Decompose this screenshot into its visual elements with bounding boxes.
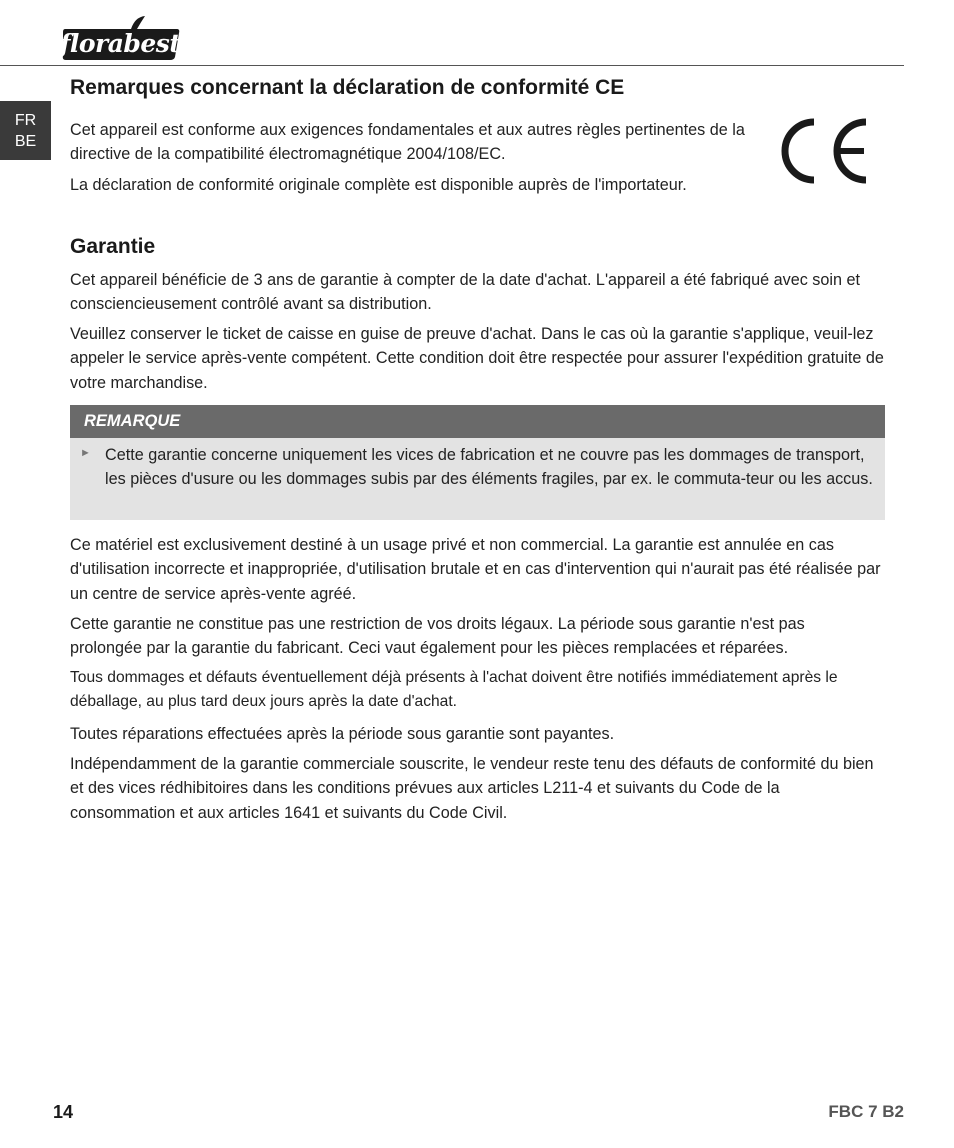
ce-mark-icon	[778, 118, 868, 184]
ce-section-title: Remarques concernant la déclaration de conformité CE	[70, 76, 625, 99]
logo-text: florabest	[59, 28, 181, 58]
ce-paragraph-2: La déclaration de conformité originale complète est disponible auprès de l'importateur.	[70, 176, 687, 194]
garantie-section-title: Garantie	[70, 235, 156, 258]
triangle-bullet-icon: ►	[80, 447, 91, 459]
language-code-fr: FR	[14, 111, 37, 129]
model-number: FBC 7 B2	[828, 1102, 904, 1121]
language-tab	[0, 101, 51, 160]
garantie-paragraph-1: Cet appareil bénéficie de 3 ans de garantie à compter de la date d'achat. L'appareil a été fabriqué avec soin et consciencieusement contrôlé avant sa distribution.	[70, 271, 861, 314]
paragraph-legal: Indépendamment de la garantie commerciale souscrite, le vendeur reste tenu des défauts de conformité du bien et des vices rédhibitoires dans les conditions prévues aux articles L211-4 et suivants du Code de la consommation et aux articles 1641 et suivants du Code Civil.	[70, 755, 874, 822]
header-rule	[0, 65, 904, 66]
paragraph-defects: Tous dommages et défauts éventuellement déjà présents à l'achat doivent être notifiés immédiatement après le déballage, au plus tard deux jours après la date d'achat.	[70, 669, 838, 711]
page-number: 14	[53, 1102, 74, 1122]
garantie-paragraph-2: Veuillez conserver le ticket de caisse en guise de preuve d'achat. Dans le cas où la garantie s'applique, veuil-lez appeler le service après-vente compétent. Cette condition doit être respectée pour assurer l'expédition gratuite de votre marchandise.	[70, 325, 884, 392]
florabest-logo	[61, 15, 181, 61]
note-text: Cette garantie concerne uniquement les vices de fabrication et ne couvre pas les dommages de transport, les pièces d'usure ou les dommages subis par des éléments fragiles, par ex. le commuta-teur ou les accus.	[105, 446, 873, 489]
note-heading: REMARQUE	[70, 405, 885, 438]
paragraph-rights: Cette garantie ne constitue pas une restriction de vos droits légaux. La période sous garantie n'est pas prolongée par la garantie du fabricant. Ceci vaut également pour les pièces remplacées et réparées.	[70, 615, 805, 658]
ce-paragraph-1: Cet appareil est conforme aux exigences fondamentales et aux autres règles pertinentes de la directive de la compatibilité électromagnétique 2004/108/EC.	[70, 121, 745, 164]
paragraph-repairs: Toutes réparations effectuées après la période sous garantie sont payantes.	[70, 725, 615, 743]
language-code-be: BE	[14, 132, 37, 150]
paragraph-usage: Ce matériel est exclusivement destiné à un usage privé et non commercial. La garantie est annulée en cas d'utilisation incorrecte et inappropriée, d'utilisation brutale et en cas d'intervention qui n'aurait pas été réalisée par un centre de service après-vente agréé.	[70, 536, 881, 603]
